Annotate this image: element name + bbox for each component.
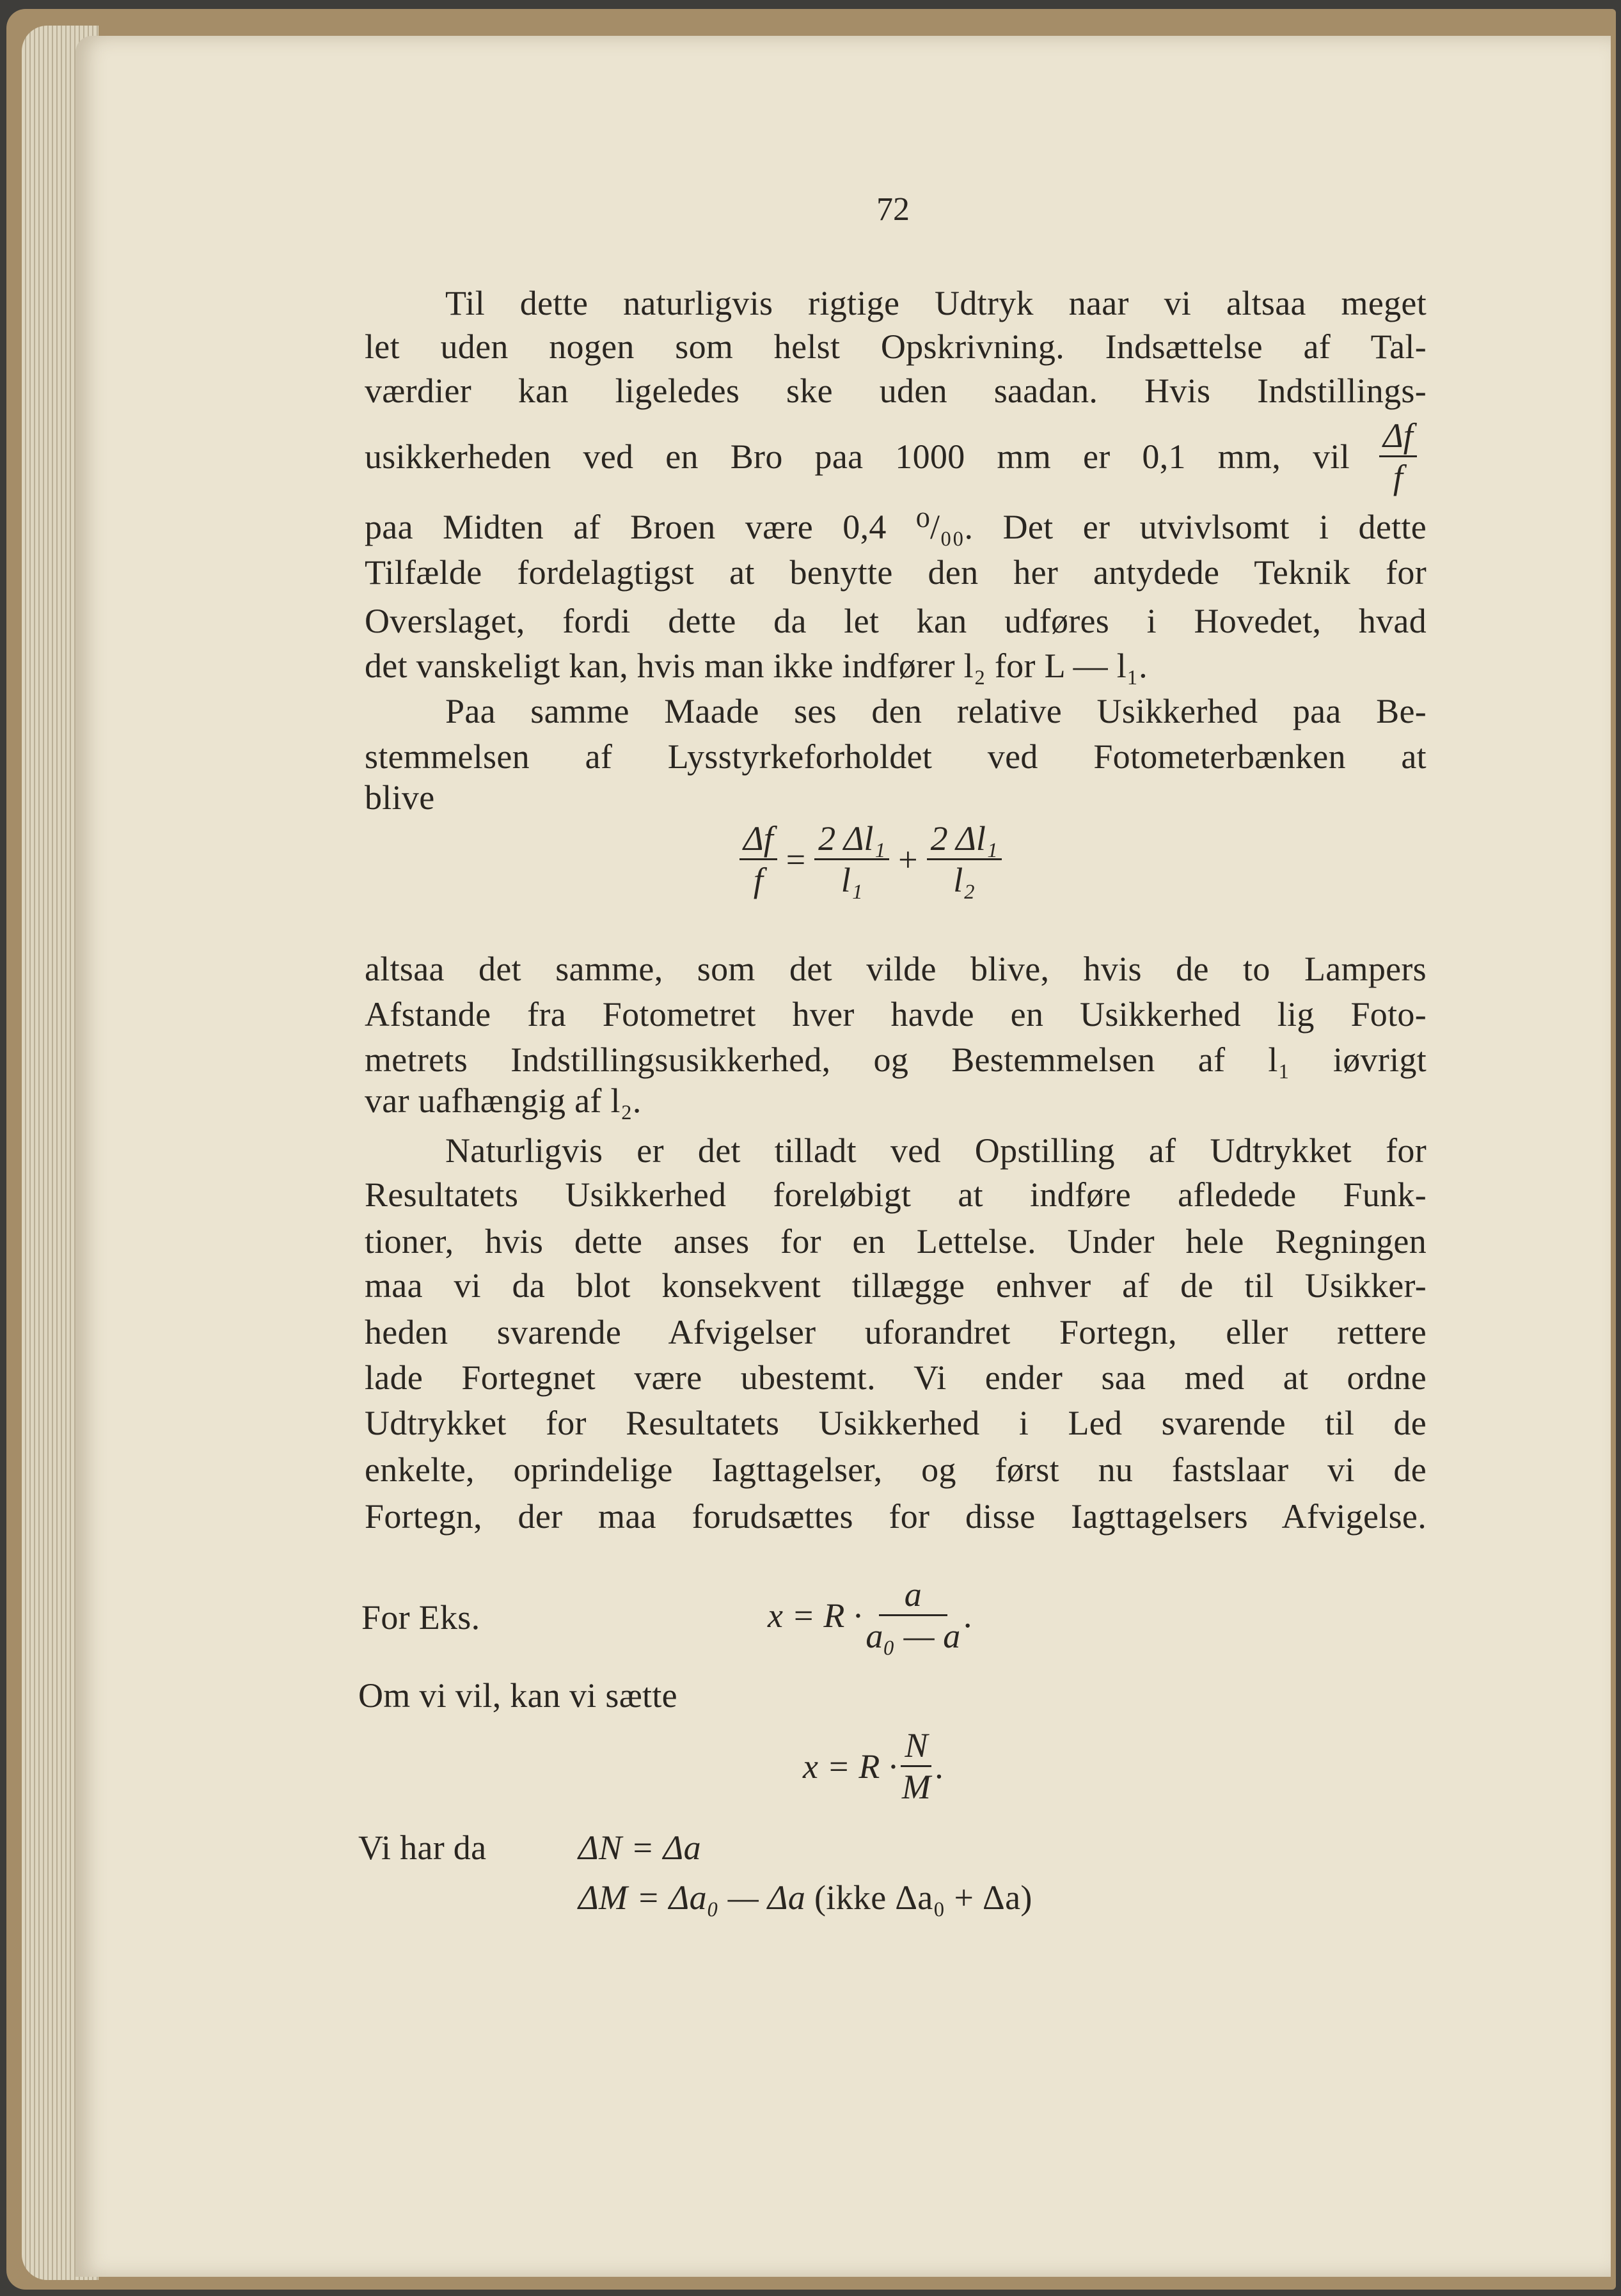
example-label: For Eks. bbox=[361, 1598, 480, 1637]
text-line: metrets Indstillingsusikkerhed, og Bestemmelsen af l₁ iøvrigt bbox=[365, 1041, 1427, 1079]
text-line: Resultatets Usikkerhed foreløbigt at indføre afledede Funk- bbox=[365, 1176, 1427, 1214]
text-line: det vanskeligt kan, hvis man ikke indfører l₂ for L — l₁. bbox=[365, 647, 1148, 685]
equation-delta-M-expr: ΔM = Δa₀ — Δa bbox=[578, 1878, 806, 1917]
formula-relative-uncertainty bbox=[736, 819, 1006, 900]
text-line: stemmelsen af Lysstyrkeforholdet ved Fotometerbænken at bbox=[365, 737, 1427, 776]
equation-delta-M bbox=[578, 1875, 1032, 1920]
term2-numerator: 2 Δl₁ bbox=[927, 819, 1002, 860]
text-line: Til dette naturligvis rigtige Udtryk naar vi altsaa meget bbox=[445, 284, 1427, 322]
text-line: Overslaget, fordi dette da let kan udføres i Hovedet, hvad bbox=[365, 602, 1427, 640]
fraction-numerator: Δf bbox=[1379, 416, 1417, 457]
text-line: enkelte, oprindelige Iagttagelser, og først nu fastslaar vi de bbox=[365, 1451, 1427, 1489]
formula-x-NM bbox=[803, 1726, 944, 1807]
text-line: usikkerheden ved en Bro paa 1000 mm er 0,1 mm, vil bbox=[365, 437, 1350, 476]
denominator: a₀ — a bbox=[866, 1617, 961, 1655]
term1-denominator: l₁ bbox=[841, 861, 863, 899]
lhs-denominator: f bbox=[753, 861, 763, 899]
inline-fraction bbox=[1375, 416, 1421, 497]
period: . bbox=[964, 1596, 973, 1635]
text-line: altsaa det samme, som det vilde blive, hvis de to Lampers bbox=[365, 950, 1427, 988]
text-line: maa vi da blot konsekvent tillægge enhver af de til Usikker- bbox=[365, 1266, 1427, 1305]
equals-sign: = bbox=[786, 840, 806, 879]
numerator: a bbox=[879, 1575, 947, 1616]
text-line: let uden nogen som helst Opskrivning. Indsættelse af Tal- bbox=[365, 327, 1427, 366]
denominator: M bbox=[901, 1768, 931, 1806]
text-line: blive bbox=[365, 778, 435, 817]
formula-lhs: x = R · bbox=[768, 1596, 862, 1635]
text-line: tioner, hvis dette anses for en Lettelse. Under hele Regningen bbox=[365, 1222, 1427, 1261]
formula-lhs: x = R · bbox=[803, 1747, 897, 1786]
period: . bbox=[935, 1747, 944, 1786]
lhs-numerator: Δf bbox=[739, 819, 777, 860]
text-line: Fortegn, der maa forudsættes for disse Iagttagelsers Afvigelse. bbox=[365, 1497, 1427, 1536]
text-line: Tilfælde fordelagtigst at benytte den her antydede Teknik for bbox=[365, 553, 1427, 592]
fraction-denominator: f bbox=[1393, 458, 1403, 496]
text-line: lade Fortegnet være ubestemt. Vi ender saa med at ordne bbox=[365, 1358, 1427, 1397]
plus-sign: + bbox=[898, 840, 918, 879]
text-line: paa Midten af Broen være 0,4 ⁰/₀₀. Det er utvivlsomt i dette bbox=[365, 508, 1427, 546]
text-line: heden svarende Afvigelser uforandret Fortegn, eller rettere bbox=[365, 1313, 1427, 1351]
text-line: var uafhængig af l₂. bbox=[365, 1081, 642, 1120]
text-line: Naturligvis er det tilladt ved Opstilling af Udtrykket for bbox=[445, 1131, 1427, 1170]
term1-numerator: 2 Δl₁ bbox=[814, 819, 889, 860]
formula-x-ratio bbox=[768, 1575, 973, 1656]
term2-denominator: l₂ bbox=[953, 861, 976, 899]
numerator: N bbox=[901, 1726, 931, 1767]
text-line: Udtrykket for Resultatets Usikkerhed i Led svarende til de bbox=[365, 1404, 1427, 1442]
equation-delta-N: ΔN = Δa bbox=[578, 1828, 701, 1867]
page-number: 72 bbox=[876, 191, 910, 228]
om-line: Om vi vil, kan vi sætte bbox=[358, 1676, 677, 1715]
text-line: Afstande fra Fotometret hver havde en Usikkerhed lig Foto- bbox=[365, 995, 1427, 1034]
equation-delta-M-note: (ikke Δa₀ + Δa) bbox=[814, 1878, 1032, 1917]
text-line: værdier kan ligeledes ske uden saadan. Hvis Indstillings- bbox=[365, 372, 1427, 410]
vi-har-da-label: Vi har da bbox=[358, 1828, 487, 1867]
text-line: Paa samme Maade ses den relative Usikkerhed paa Be- bbox=[445, 692, 1427, 730]
